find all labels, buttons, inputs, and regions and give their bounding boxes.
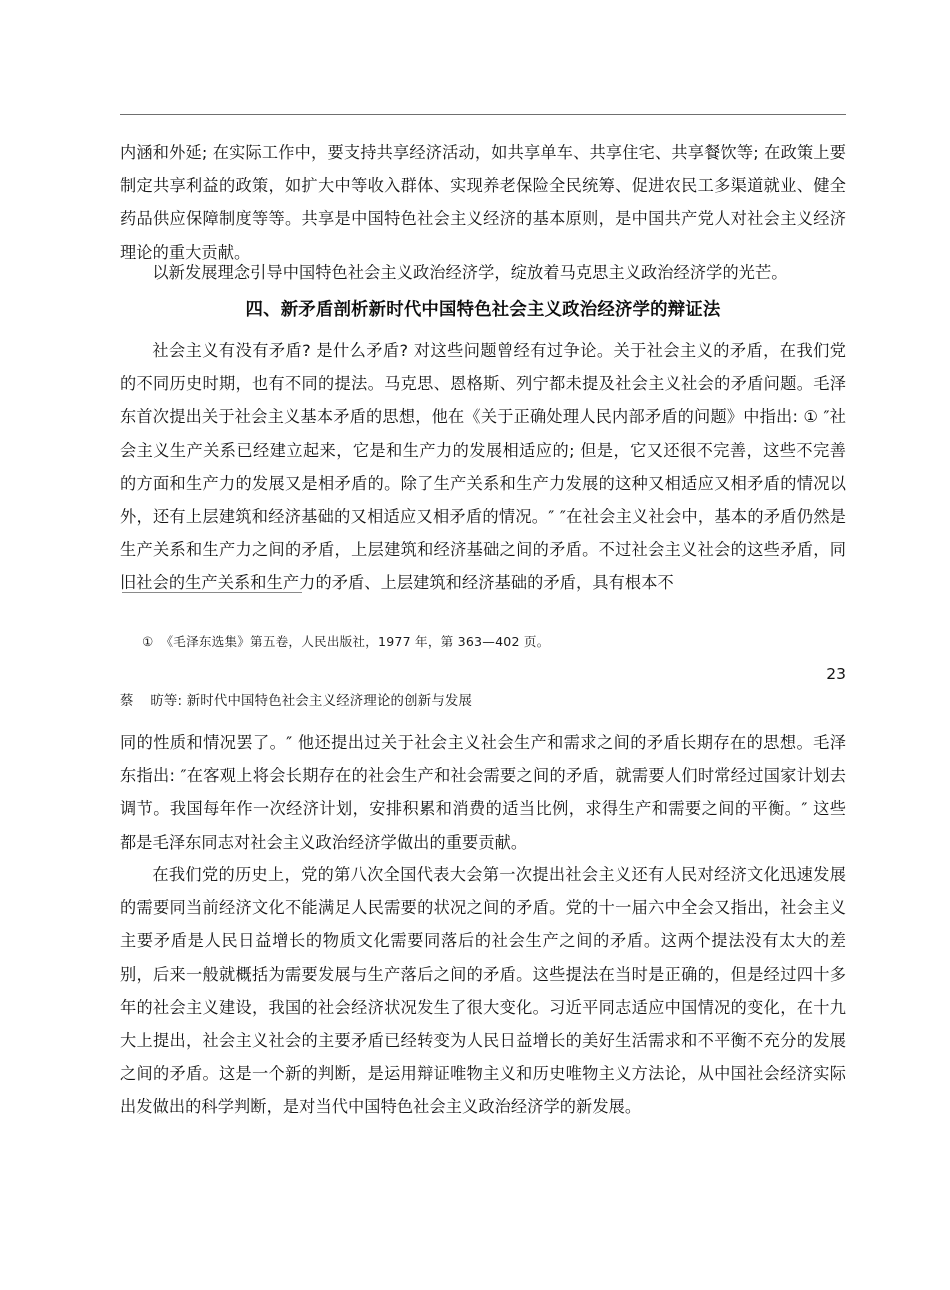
running-header-title: 昉等: 新时代中国特色社会主义经济理论的创新与发展 [150, 694, 473, 709]
paragraph-lead: 以新发展理念引导中国特色社会主义政治经济学，绽放着马克思主义政治经济学的光芒。 [152, 263, 788, 282]
lower-page-continued-paragraph-block [120, 726, 846, 859]
footnote-marker: ① [142, 634, 154, 649]
upper-page-continued-paragraph-block [120, 136, 846, 269]
paragraph-continued-on-next-page: 同的性质和情况罢了。″ 他还提出过关于社会主义社会生产和需求之间的矛盾长期存在的思想。毛泽东指出: ″在客观上将会长期存在的社会生产和社会需要之间的矛盾，就需要人们时常经过国家计划去调节。我国每年作一次经济计划，安排积累和消费的适当比例，求得生产和需要之间的平衡。″ 这些都是毛泽东同志对社会主义政治经济学做出的重要贡献。 [120, 733, 846, 852]
paragraph-section-intro: 社会主义有没有矛盾? 是什么矛盾? 对这些问题曾经有过争论。关于社会主义的矛盾，在我们党的不同历史时期，也有不同的提法。马克思、恩格斯、列宁都未提及社会主义社会的矛盾问题。毛泽东首次提出关于社会主义基本矛盾的思想，他在《关于正确处理人民内部矛盾的问题》中指出: ① ″社会主义生产关系已经建立起来，它是和生产力的发展相适应的; 但是，它又还很不完善，这些不完善的方面和生产力的发展又是相矛盾的。除了生产关系和生产力发展的这种又相适应又相矛盾的情况以外，还有上层建筑和经济基础的又相适应又相矛盾的情况。″ ″在社会主义社会中，基本的矛盾仍然是生产关系和生产力之间的矛盾，上层建筑和经济基础之间的矛盾。不过社会主义社会的这些矛盾，同旧社会的生产关系和生产力的矛盾、上层建筑和经济基础的矛盾，具有根本不 [120, 341, 846, 593]
footnote-separator-rule [122, 592, 302, 593]
lower-page-body-paragraph-block [120, 858, 846, 1124]
footnote-entry [142, 632, 842, 652]
running-header-author: 蔡 [120, 694, 134, 709]
footnote-text: 《毛泽东选集》第五卷，人民出版社，1977 年，第 363—402 页。 [160, 634, 550, 649]
running-header [120, 692, 846, 712]
paragraph-body: 在我们党的历史上，党的第八次全国代表大会第一次提出社会主义还有人民对经济文化迅速发展的需要同当前经济文化不能满足人民需要的状况之间的矛盾。党的十一届六中全会又指出，社会主义主要矛盾是人民日益增长的物质文化需要同落后的社会生产之间的矛盾。这两个提法没有太大的差别，后来一般就概括为需要发展与生产落后之间的矛盾。这些提法在当时是正确的，但是经过四十多年的社会主义建设，我国的社会经济状况发生了很大变化。习近平同志适应中国情况的变化，在十九大上提出，社会主义社会的主要矛盾已经转变为人民日益增长的美好生活需求和不平衡不充分的发展之间的矛盾。这是一个新的判断，是运用辩证唯物主义和历史唯物主义方法论，从中国社会经济实际出发做出的科学判断，是对当代中国特色社会主义政治经济学的新发展。 [120, 865, 846, 1117]
upper-page-lead-paragraph-block [120, 256, 846, 289]
section-heading: 四、新矛盾剖析新时代中国特色社会主义政治经济学的辩证法 [245, 300, 721, 320]
page-number: 23 [826, 665, 846, 683]
upper-page-intro-paragraph-block [120, 334, 846, 600]
paragraph-continued-from-previous-page: 内涵和外延; 在实际工作中，要支持共享经济活动，如共享单车、共享住宅、共享餐饮等; 在政策上要制定共享利益的政策，如扩大中等收入群体、实现养老保险全民统筹、促进农民工多渠道就业、健全药品供应保障制度等等。共享是中国特色社会主义经济的基本原则，是中国共产党人对社会主义经济理论的重大贡献。 [120, 143, 846, 262]
page-top-rule [120, 114, 846, 115]
